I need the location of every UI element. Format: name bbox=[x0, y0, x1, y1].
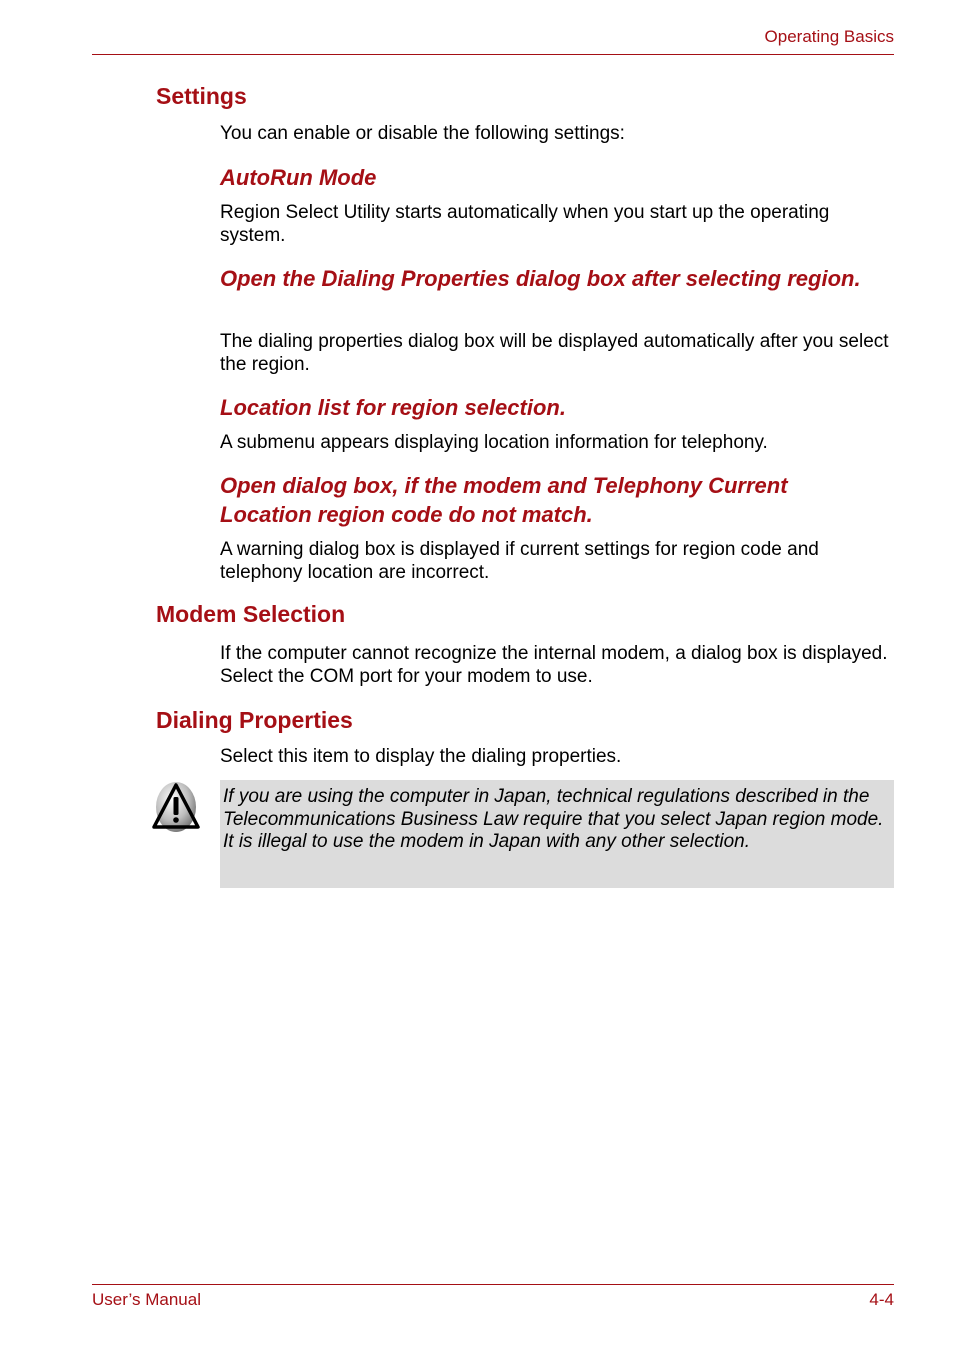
footer-divider bbox=[92, 1284, 894, 1285]
item-title-dialing-after-region: Open the Dialing Properties dialog box after selecting region. bbox=[220, 266, 861, 291]
item-body-dialing-after-region: The dialing properties dialog box will be displayed automatically after you select the region. bbox=[220, 331, 889, 375]
warning-icon bbox=[150, 780, 204, 836]
dialing-properties-body: Select this item to display the dialing properties. bbox=[220, 746, 622, 767]
item-body-location-list: A submenu appears displaying location information for telephony. bbox=[220, 432, 768, 453]
section-heading-modem-selection: Modem Selection bbox=[156, 601, 346, 627]
settings-intro: You can enable or disable the following settings: bbox=[220, 123, 625, 144]
running-header-title: Operating Basics bbox=[764, 27, 894, 46]
item-body-autorun: Region Select Utility starts automatically when you start up the operating system. bbox=[220, 202, 830, 246]
item-body-region-mismatch: A warning dialog box is displayed if current settings for region code and telephony location are incorrect. bbox=[220, 539, 819, 583]
section-heading-settings: Settings bbox=[156, 83, 247, 109]
warning-note-text: If you are using the computer in Japan, technical regulations described in the Telecommunications Business Law require that you select Japan region mode. It is illegal to use the modem in Japan with any other selection. bbox=[223, 786, 884, 852]
section-heading-dialing-properties: Dialing Properties bbox=[156, 707, 353, 733]
item-title-location-list: Location list for region selection. bbox=[220, 395, 566, 420]
footer-manual-title: User’s Manual bbox=[92, 1290, 201, 1309]
modem-selection-body: If the computer cannot recognize the internal modem, a dialog box is displayed. Select the COM port for your modem to use. bbox=[220, 643, 888, 687]
item-title-region-mismatch: Open dialog box, if the modem and Telephony Current Location region code do not match. bbox=[220, 473, 788, 527]
page-number: 4-4 bbox=[869, 1290, 894, 1309]
warning-note bbox=[220, 780, 894, 888]
item-title-autorun: AutoRun Mode bbox=[220, 165, 377, 190]
header-divider bbox=[92, 54, 894, 55]
